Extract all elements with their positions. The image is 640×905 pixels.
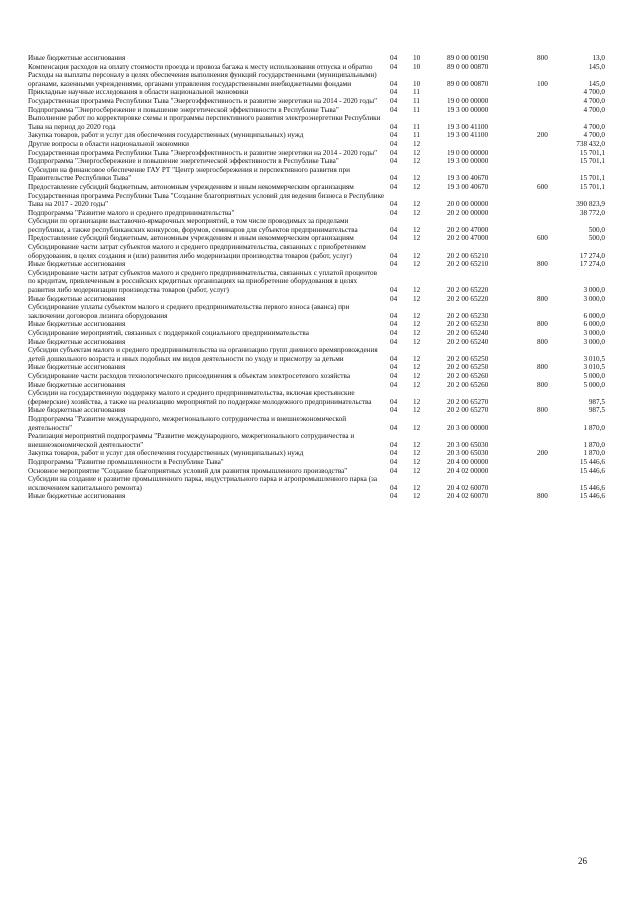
section-code: 04 <box>390 79 398 88</box>
table-row <box>28 140 614 149</box>
target-article-code: 20 4 02 00000 <box>447 466 489 475</box>
target-article-code: 89 0 00 00870 <box>447 79 489 88</box>
subsection-code: 12 <box>413 251 421 260</box>
table-row <box>28 363 614 372</box>
expense-name: Государственная программа Республики Тыва "Создание благоприятных условий для ведения бизнеса в Республике Тыва на 2017 - 2020 годы" <box>28 191 385 209</box>
expense-name: Основное мероприятие "Создание благоприятных условий для развития промышленного производства" <box>28 466 348 475</box>
target-article-code: 20 2 00 47000 <box>447 234 489 243</box>
section-code: 04 <box>390 449 398 458</box>
section-code: 04 <box>390 174 398 183</box>
page-number: 26 <box>578 856 587 866</box>
subsection-code: 11 <box>413 131 420 140</box>
target-article-code: 20 2 00 65270 <box>447 406 489 415</box>
table-row <box>28 157 614 166</box>
target-article-code: 19 3 00 40670 <box>447 182 489 191</box>
subsection-code: 11 <box>413 96 420 105</box>
expense-type-code: 800 <box>537 406 548 415</box>
table-row <box>28 243 614 260</box>
table-row <box>28 295 614 304</box>
expense-name: Субсидии субъектам малого и среднего предпринимательства на организацию групп дневного времяпровождения детей дошкольного возраста и иных подобных им видов деятельности по уходу и присмотру за детьми <box>28 346 378 363</box>
table-row <box>28 406 614 415</box>
expense-name: Субсидирование уплаты субъектом малого и среднего предпринимательства первого взноса (аванса) при заключении договоров лизинга оборудования <box>28 303 350 320</box>
amount: 4 700,0 <box>583 131 605 140</box>
table-row <box>28 260 614 269</box>
amount: 17 274,0 <box>579 260 605 269</box>
amount: 987,5 <box>588 406 605 415</box>
target-article-code: 20 3 00 65030 <box>447 449 489 458</box>
amount: 500,0 <box>588 225 605 234</box>
subsection-code: 12 <box>413 363 421 372</box>
subsection-code: 12 <box>413 440 421 449</box>
table-row <box>28 234 614 243</box>
expense-name: Закупка товаров, работ и услуг для обеспечения государственных (муниципальных) нужд <box>28 131 304 140</box>
amount: 987,5 <box>588 397 605 406</box>
section-code: 04 <box>390 208 398 217</box>
section-code: 04 <box>390 492 398 501</box>
expense-name: Иные бюджетные ассигнования <box>28 492 126 501</box>
subsection-code: 10 <box>413 79 421 88</box>
table-row <box>28 106 614 115</box>
expense-name: Подпрограмма "Развитие малого и среднего предпринимательства" <box>28 208 235 217</box>
expense-name: Субсидии на создание и развитие промышленного парка, индустриального парка и агропромышленного парка (за исключением капитального ремонта) <box>28 475 378 492</box>
target-article-code: 20 4 02 60070 <box>447 492 489 501</box>
table-row <box>28 346 614 363</box>
table-row <box>28 63 614 72</box>
expense-type-code: 800 <box>537 492 548 501</box>
section-code: 04 <box>390 294 398 303</box>
amount: 1 870,0 <box>583 440 605 449</box>
subsection-code: 12 <box>413 337 421 346</box>
target-article-code: 20 2 00 65240 <box>447 337 489 346</box>
target-article-code: 20 3 00 00000 <box>447 423 489 432</box>
subsection-code: 10 <box>413 54 421 62</box>
subsection-code: 12 <box>413 371 421 380</box>
amount: 3 000,0 <box>583 337 605 346</box>
expense-type-code: 200 <box>537 449 548 458</box>
amount: 15 446,6 <box>579 483 605 492</box>
subsection-code: 12 <box>413 234 421 243</box>
table-row <box>28 320 614 329</box>
expense-name: Предоставление субсидий бюджетным, автономным учреждениям и иным некоммерческим организациям <box>28 182 354 191</box>
section-code: 04 <box>390 105 398 114</box>
subsection-code: 12 <box>413 286 421 295</box>
table-row <box>28 381 614 390</box>
target-article-code: 20 2 00 65230 <box>447 311 489 320</box>
table-row <box>28 467 614 476</box>
amount: 15 446,6 <box>579 457 605 466</box>
section-code: 04 <box>390 457 398 466</box>
section-code: 04 <box>390 363 398 372</box>
table-row <box>28 329 614 338</box>
expense-name: Реализация мероприятий подпрограммы "Развитие международного, межрегионального сотрудничества и внешнеэкономической деятельности" <box>28 432 355 449</box>
subsection-code: 11 <box>413 122 420 131</box>
amount: 1 870,0 <box>583 449 605 458</box>
section-code: 04 <box>390 260 398 269</box>
expense-name: Иные бюджетные ассигнования <box>28 380 126 389</box>
table-row <box>28 269 614 295</box>
table-row <box>28 88 614 97</box>
subsection-code: 12 <box>413 397 421 406</box>
expense-name: Государственная программа Республики Тыва "Энергоэффективность и развитие энергетики на 2014 - 2020 годы" <box>28 148 378 157</box>
amount: 4 700,0 <box>583 105 605 114</box>
target-article-code: 20 2 00 00000 <box>447 208 489 217</box>
subsection-code: 12 <box>413 449 421 458</box>
subsection-code: 12 <box>413 423 421 432</box>
target-article-code: 20 2 00 65250 <box>447 354 489 363</box>
table-row <box>28 209 614 218</box>
amount: 500,0 <box>588 234 605 243</box>
section-code: 04 <box>390 96 398 105</box>
table-row <box>28 114 614 131</box>
amount: 15 701,1 <box>579 174 605 183</box>
target-article-code: 20 3 00 65030 <box>447 440 489 449</box>
expense-name: Подпрограмма "Развитие промышленности в Республике Тыва" <box>28 457 224 466</box>
target-article-code: 20 2 00 65240 <box>447 329 489 337</box>
section-code: 04 <box>390 286 398 295</box>
subsection-code: 12 <box>413 466 421 475</box>
amount: 17 274,0 <box>579 251 605 260</box>
target-article-code: 19 3 00 41100 <box>447 122 489 131</box>
table-row <box>28 166 614 183</box>
expense-type-code: 800 <box>537 260 548 269</box>
amount: 38 772,0 <box>579 208 605 217</box>
section-code: 04 <box>390 466 398 475</box>
table-row <box>28 131 614 140</box>
expense-name: Государственная программа Республики Тыва "Энергоэффективность и развитие энергетики на 2014 - 2020 годы" <box>28 96 378 105</box>
expense-name: Компенсация расходов на оплату стоимости проезда и провоза багажа к месту использования отпуска и обратно <box>28 62 373 71</box>
section-code: 04 <box>390 397 398 406</box>
subsection-code: 12 <box>413 139 421 148</box>
section-code: 04 <box>390 88 398 97</box>
expense-name: Субсидирование части расходов технологического присоединения к объектам электросетевого хозяйства <box>28 371 351 380</box>
expense-type-code: 800 <box>537 54 548 62</box>
table-row <box>28 449 614 458</box>
subsection-code: 12 <box>413 225 421 234</box>
section-code: 04 <box>390 62 398 71</box>
expense-name: Субсидирование части затрат субъектов малого и среднего предпринимательства, связанных с уплатой процентов по кредитам, привлеченным в российских кредитных организациях на приобретение оборудования в целях развития либо модернизации производства товаров (работ, услуг) <box>28 268 377 295</box>
table-row <box>28 149 614 158</box>
section-code: 04 <box>390 440 398 449</box>
subsection-code: 12 <box>413 208 421 217</box>
section-code: 04 <box>390 234 398 243</box>
subsection-code: 12 <box>413 483 421 492</box>
section-code: 04 <box>390 371 398 380</box>
expense-name: Иные бюджетные ассигнования <box>28 406 126 415</box>
subsection-code: 12 <box>413 200 421 209</box>
target-article-code: 20 2 00 47000 <box>447 225 489 234</box>
table-row <box>28 71 614 88</box>
subsection-code: 12 <box>413 329 421 337</box>
target-article-code: 20 2 00 65210 <box>447 260 489 269</box>
target-article-code: 20 2 00 65250 <box>447 363 489 372</box>
expense-name: Субсидии по организации выставочно-ярмарочных мероприятий, в том числе проводимых за пределами республики, а также республиканских конкурсов, форумов, семинаров для субъектов предпринимательства <box>28 217 358 234</box>
section-code: 04 <box>390 329 398 337</box>
expense-name: Прикладные научные исследования в области национальной экономики <box>28 88 249 97</box>
table-row <box>28 217 614 234</box>
subsection-code: 12 <box>413 354 421 363</box>
table-row <box>28 492 614 501</box>
expense-type-code: 800 <box>537 380 548 389</box>
expense-name: Предоставление субсидий бюджетным, автономным учреждениям и иным некоммерческим организациям <box>28 234 354 243</box>
table-row <box>28 192 614 209</box>
expense-name: Подпрограмма "Развитие международного, межрегионального сотрудничества и внешнеэкономической деятельности" <box>28 414 347 432</box>
amount: 15 701,1 <box>579 157 605 166</box>
section-code: 04 <box>390 54 398 62</box>
target-article-code: 20 4 00 00000 <box>447 457 489 466</box>
budget-table <box>28 54 614 501</box>
amount: 15 701,1 <box>579 182 605 191</box>
section-code: 04 <box>390 122 398 131</box>
expense-type-code: 100 <box>537 79 548 88</box>
amount: 4 700,0 <box>583 96 605 105</box>
table-row <box>28 183 614 192</box>
subsection-code: 12 <box>413 260 421 269</box>
target-article-code: 20 0 00 00000 <box>447 200 489 209</box>
table-row <box>28 54 614 63</box>
subsection-code: 12 <box>413 294 421 303</box>
section-code: 04 <box>390 251 398 260</box>
expense-type-code: 800 <box>537 363 548 372</box>
subsection-code: 11 <box>413 105 420 114</box>
table-row <box>28 372 614 381</box>
target-article-code: 89 0 00 00870 <box>447 62 489 71</box>
amount: 15 446,6 <box>579 492 605 501</box>
target-article-code: 20 2 00 65270 <box>447 397 489 406</box>
target-article-code: 19 0 00 00000 <box>447 96 489 105</box>
target-article-code: 19 3 00 00000 <box>447 157 489 166</box>
section-code: 04 <box>390 320 398 329</box>
section-code: 04 <box>390 380 398 389</box>
target-article-code: 20 4 02 60070 <box>447 483 489 492</box>
expense-name: Иные бюджетные ассигнования <box>28 294 126 303</box>
table-row <box>28 475 614 492</box>
amount: 3 010,5 <box>583 354 605 363</box>
subsection-code: 12 <box>413 311 421 320</box>
subsection-code: 12 <box>413 174 421 183</box>
expense-name: Подпрограмма "Энергосбережение и повышение энергетической эффективности в Республике Тыва" <box>28 157 339 166</box>
amount: 145,0 <box>588 79 605 88</box>
section-code: 04 <box>390 225 398 234</box>
amount: 5 000,0 <box>583 380 605 389</box>
amount: 1 870,0 <box>583 423 605 432</box>
expense-name: Субсидии на государственную поддержку малого и среднего предпринимательства, включая крестьянские (фермерские) хозяйства, а также на реализацию мероприятий по поддержке молодежного предпринимательства <box>28 389 372 406</box>
table-row <box>28 97 614 106</box>
subsection-code: 12 <box>413 492 421 501</box>
section-code: 04 <box>390 139 398 148</box>
amount: 6 000,0 <box>583 311 605 320</box>
expense-name: Субсидирование части затрат субъектов малого и среднего предпринимательства, связанных с приобретением оборудования, в целях создания и (или) развития либо модернизации производства товаров (работ, услуг) <box>28 243 366 260</box>
section-code: 04 <box>390 157 398 166</box>
section-code: 04 <box>390 483 398 492</box>
section-code: 04 <box>390 182 398 191</box>
expense-type-code: 800 <box>537 337 548 346</box>
target-article-code: 19 3 00 40670 <box>447 174 489 183</box>
section-code: 04 <box>390 148 398 157</box>
table-row <box>28 432 614 449</box>
amount: 3 010,5 <box>583 363 605 372</box>
subsection-code: 12 <box>413 148 421 157</box>
expense-name: Иные бюджетные ассигнования <box>28 260 126 269</box>
amount: 5 000,0 <box>583 371 605 380</box>
section-code: 04 <box>390 337 398 346</box>
table-row <box>28 458 614 467</box>
expense-type-code: 800 <box>537 320 548 329</box>
target-article-code: 19 0 00 00000 <box>447 148 489 157</box>
expense-name: Закупка товаров, работ и услуг для обеспечения государственных (муниципальных) нужд <box>28 449 304 458</box>
target-article-code: 19 3 00 41100 <box>447 131 489 140</box>
target-article-code: 20 2 00 65260 <box>447 371 489 380</box>
subsection-code: 12 <box>413 157 421 166</box>
expense-name: Иные бюджетные ассигнования <box>28 363 126 372</box>
amount: 3 000,0 <box>583 329 605 337</box>
amount: 15 446,6 <box>579 466 605 475</box>
section-code: 04 <box>390 200 398 209</box>
amount: 738 432,0 <box>576 139 605 148</box>
expense-name: Иные бюджетные ассигнования <box>28 320 126 329</box>
amount: 3 000,0 <box>583 286 605 295</box>
amount: 15 701,1 <box>579 148 605 157</box>
amount: 13,0 <box>592 54 605 62</box>
subsection-code: 10 <box>413 62 421 71</box>
expense-name: Иные бюджетные ассигнования <box>28 337 126 346</box>
expense-name: Субсидии на финансовое обеспечение ГАУ РТ "Центр энергосбережения и перспективного развития при Правительстве Республики Тыва" <box>28 165 350 183</box>
expense-type-code: 600 <box>537 234 548 243</box>
target-article-code: 20 2 00 65210 <box>447 251 489 260</box>
expense-name: Выполнение работ по корректировке схемы и программы перспективного развития электроэнергетики Республики Тыва на период до 2020 года <box>28 114 381 131</box>
table-row <box>28 303 614 320</box>
subsection-code: 12 <box>413 320 421 329</box>
expense-type-code: 200 <box>537 131 548 140</box>
section-code: 04 <box>390 131 398 140</box>
section-code: 04 <box>390 311 398 320</box>
expense-name: Расходы на выплаты персоналу в целях обеспечения выполнения функций государственными (муниципальными) органами, казенными учреждениями, органами управления государственными внебюджетными фондами <box>28 71 377 88</box>
subsection-code: 12 <box>413 457 421 466</box>
subsection-code: 12 <box>413 380 421 389</box>
target-article-code: 19 3 00 00000 <box>447 105 489 114</box>
target-article-code: 20 2 00 65260 <box>447 380 489 389</box>
section-code: 04 <box>390 354 398 363</box>
target-article-code: 20 2 00 65230 <box>447 320 489 329</box>
table-row <box>28 338 614 347</box>
target-article-code: 20 2 00 65220 <box>447 294 489 303</box>
expense-name: Субсидирование мероприятий, связанных с поддержкой социального предпринимательства <box>28 329 309 337</box>
amount: 145,0 <box>588 62 605 71</box>
amount: 3 000,0 <box>583 294 605 303</box>
expense-name: Подпрограмма "Энергосбережение и повышение энергетической эффективности в Республике Тыва" <box>28 105 339 114</box>
target-article-code: 89 0 00 00190 <box>447 54 489 62</box>
table-row <box>28 389 614 406</box>
amount: 4 700,0 <box>583 88 605 97</box>
section-code: 04 <box>390 406 398 415</box>
subsection-code: 11 <box>413 88 420 97</box>
subsection-code: 12 <box>413 182 421 191</box>
amount: 6 000,0 <box>583 320 605 329</box>
expense-name: Иные бюджетные ассигнования <box>28 54 126 62</box>
section-code: 04 <box>390 423 398 432</box>
target-article-code: 20 2 00 65220 <box>447 286 489 295</box>
amount: 390 823,9 <box>576 200 605 209</box>
expense-name: Другие вопросы в области национальной экономики <box>28 139 189 148</box>
subsection-code: 12 <box>413 406 421 415</box>
amount: 4 700,0 <box>583 122 605 131</box>
expense-type-code: 600 <box>537 182 548 191</box>
table-row <box>28 415 614 432</box>
expense-type-code: 800 <box>537 294 548 303</box>
